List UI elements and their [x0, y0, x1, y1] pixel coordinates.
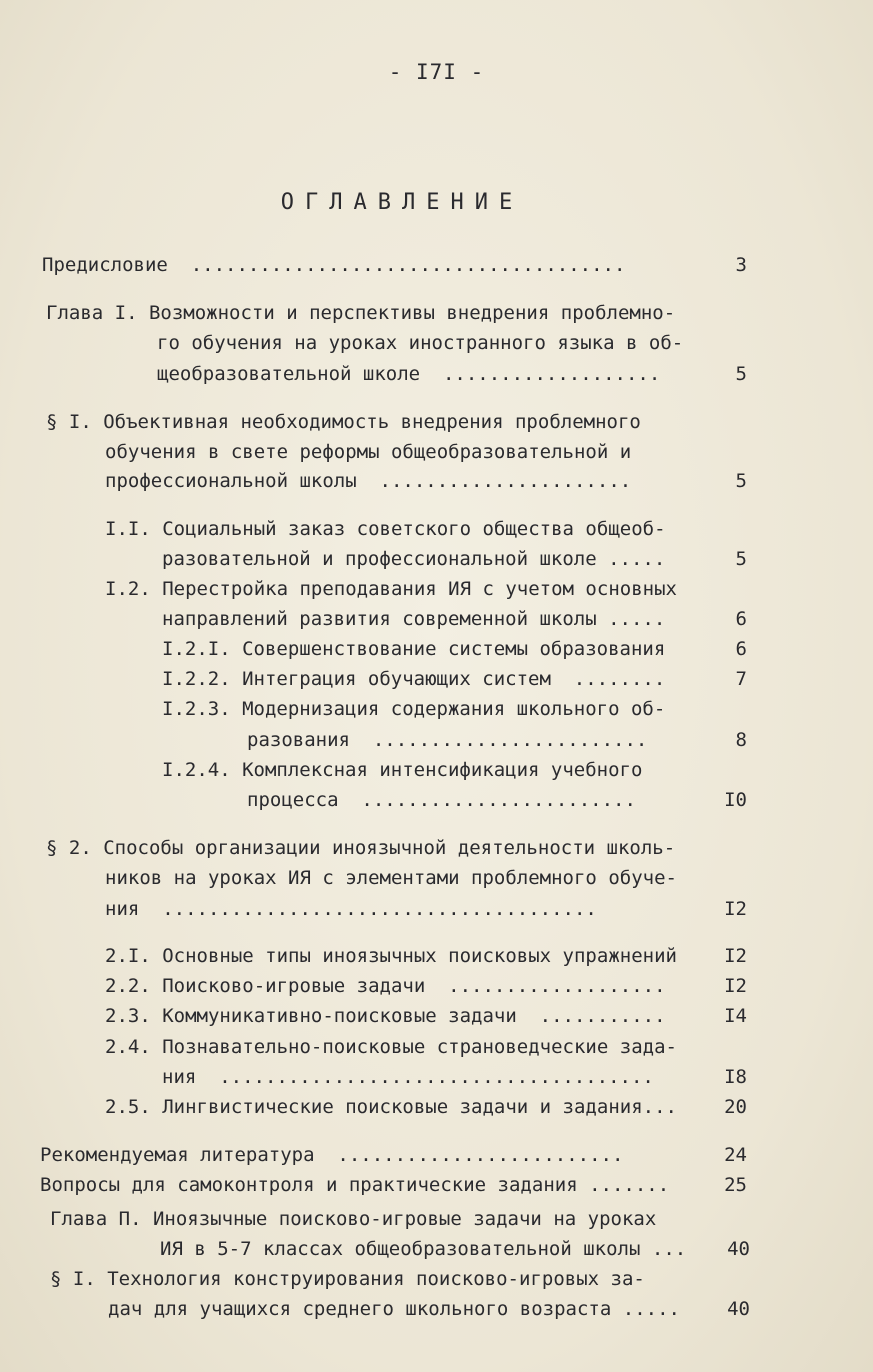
toc-page-2-5: 20 [724, 1096, 747, 1118]
toc-page-section-1: 5 [735, 470, 747, 492]
toc-page-2-3: I4 [724, 1005, 747, 1027]
toc-page-1-2-2: 7 [735, 668, 747, 690]
toc-entry-section-2-line-3: ния ...................................... [105, 898, 597, 920]
toc-page-2-1: I2 [724, 945, 747, 967]
toc-page-chapter-2: 40 [727, 1238, 750, 1260]
toc-page-2-4: I8 [724, 1066, 747, 1088]
toc-page-preface: 3 [735, 254, 747, 276]
toc-entry-1-2-4-line-2: процесса ........................ [247, 789, 636, 811]
toc-entry-2-3: 2.3. Коммуникативно-поисковые задачи ........... [105, 1005, 666, 1027]
toc-entry-chapter-1-line-1: Глава I. Возможности и перспективы внедрения проблемно- [46, 302, 676, 324]
toc-page-1-2: 6 [735, 608, 747, 630]
toc-page-chapter-1: 5 [735, 363, 747, 385]
toc-entry-literature: Рекомендуемая литература ......................... [40, 1144, 624, 1166]
toc-page-2-2: I2 [724, 975, 747, 997]
toc-entry-chapter-1-line-3: щеобразовательной школе ................... [157, 363, 661, 385]
toc-entry-2-5: 2.5. Лингвистические поисковые задачи и задания... [105, 1096, 677, 1118]
toc-entry-1-1-line-1: I.I. Социальный заказ советского общества общеоб- [105, 518, 666, 540]
toc-entry-section-1-line-2: обучения в свете реформы общеобразовательной и [105, 441, 632, 463]
toc-page-chapter-2-section-1: 40 [727, 1298, 750, 1320]
toc-entry-1-2-line-1: I.2. Перестройка преподавания ИЯ с учетом основных [105, 578, 677, 600]
toc-entry-section-1-line-1: § I. Объективная необходимость внедрения проблемного [46, 411, 641, 433]
toc-entry-2-2: 2.2. Поисково-игровые задачи ................... [105, 975, 666, 997]
toc-entry-chapter-2-line-1: Глава П. Иноязычные поисково-игровые задачи на уроках [50, 1208, 657, 1230]
toc-entry-2-4-line-1: 2.4. Познавательно-поисковые страноведческие зада- [105, 1036, 677, 1058]
toc-entry-1-2-3-line-2: разования ........................ [247, 729, 648, 751]
toc-page-1-2-3: 8 [735, 729, 747, 751]
toc-entry-2-4-line-2: ния ...................................... [162, 1066, 654, 1088]
toc-page-questions: 25 [724, 1174, 747, 1196]
toc-entry-section-1-line-3: профессиональной школы ...................... [105, 470, 632, 492]
toc-page-1-2-4: I0 [724, 789, 747, 811]
toc-entry-section-2-line-1: § 2. Способы организации иноязычной деятельности школь- [46, 837, 676, 859]
toc-page-1-2-1: 6 [735, 638, 747, 660]
toc-entry-section-2-line-2: ников на уроках ИЯ с элементами проблемного обуче- [105, 867, 677, 889]
toc-entry-1-2-2: I.2.2. Интеграция обучающих систем ........ [162, 668, 666, 690]
toc-entry-chapter-2-line-2: ИЯ в 5-7 классах общеобразовательной школы ... [160, 1238, 687, 1260]
toc-entry-1-1-line-2: разовательной и профессиональной школе ..... [162, 548, 666, 570]
toc-entry-1-2-line-2: направлений развития современной школы ..... [162, 608, 666, 630]
page-number: - I7I - [388, 60, 485, 84]
toc-entry-1-2-1: I.2.I. Совершенствование системы образования [162, 638, 666, 660]
toc-entry-1-2-4-line-1: I.2.4. Комплексная интенсификация учебного [162, 759, 643, 781]
toc-title: ОГЛАВЛЕНИЕ [280, 190, 524, 215]
toc-entry-chapter-2-section-1-line-2: дач для учащихся среднего школьного возраста ..... [108, 1298, 680, 1320]
toc-entry-chapter-2-section-1-line-1: § I. Технология конструирования поисково-игровых за- [50, 1268, 645, 1290]
toc-page-section-2: I2 [724, 898, 747, 920]
toc-entry-1-2-3-line-1: I.2.3. Модернизация содержания школьного об- [162, 698, 666, 720]
toc-entry-preface: Предисловие ...................................... [42, 254, 626, 276]
toc-page-1-1: 5 [735, 548, 747, 570]
toc-entry-2-1: 2.I. Основные типы иноязычных поисковых упражнений [105, 945, 677, 967]
toc-entry-chapter-1-line-2: го обучения на уроках иностранного языка в об- [157, 332, 684, 354]
toc-entry-questions: Вопросы для самоконтроля и практические задания ....... [40, 1174, 670, 1196]
toc-page-literature: 24 [724, 1144, 747, 1166]
